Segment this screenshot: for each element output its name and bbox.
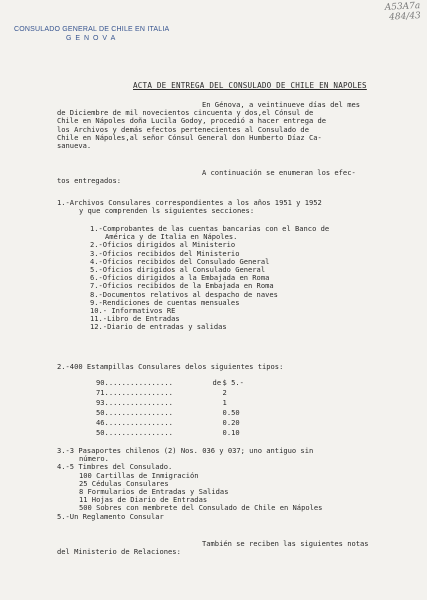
letterhead <box>14 25 169 43</box>
intro-line: Chile en Nápoles doña Lucila Godoy, procedió a hacer entrega de <box>57 116 327 126</box>
list-item: 5.-Oficios dirigidos al Consulado General <box>90 265 266 275</box>
stamp-leader: ................ <box>104 378 173 387</box>
list-item: 2.-Oficios dirigidos al Ministerio <box>90 240 236 250</box>
intro-paragraph <box>57 101 360 150</box>
enumeration-line: tos entregados: <box>57 176 122 186</box>
item-1-line: y que comprenden ls siguientes secciones: <box>79 206 255 216</box>
stamp-value: 1 <box>222 398 227 408</box>
item-line: 25 Cédulas Consulares <box>79 478 169 488</box>
stamp-value: 0.10 <box>222 428 240 438</box>
item-1-archives <box>57 199 322 215</box>
stamp-count: 46 <box>96 418 105 428</box>
stamp-count: 50 <box>96 428 105 438</box>
stamp-row <box>96 408 263 418</box>
item-1-line: 1.-Archivos Consulares correspondientes a los años 1951 y 1952 <box>57 198 322 207</box>
items-3-to-5 <box>57 447 322 521</box>
stamp-value: $ 5.- <box>222 378 244 387</box>
item-2-stamps: 2.-400 Estampillas Consulares delos siguientes tipos: <box>57 362 284 371</box>
stamp-leader: ................ <box>104 398 173 408</box>
stamp-row <box>96 428 263 438</box>
stamps-table <box>96 378 263 439</box>
stamp-prefix <box>213 428 223 438</box>
enumeration-line: A continuación se enumeran los efec- <box>202 168 356 177</box>
list-item: 7.-Oficios recibidos de la Embajada en Roma <box>90 281 274 291</box>
stamp-prefix <box>213 408 223 418</box>
list-item: 6.-Oficios dirigidos a la Embajada en Roma <box>90 273 270 283</box>
intro-line: En Génova, a veintinueve días del mes <box>202 100 361 109</box>
list-item: 11.-Libro de Entradas <box>90 314 180 324</box>
handwritten-line-2: 484/43 <box>389 11 422 23</box>
stamp-count: 90 <box>96 378 105 387</box>
list-item: 1.-Comprobantes de las cuentas bancarias con el Banco de <box>90 224 330 233</box>
document-title: ACTA DE ENTREGA DEL CONSULADO DE CHILE EN NAPOLES <box>133 81 367 90</box>
item-line: 500 Sobres con membrete del Consulado de Chile en Nápoles <box>79 503 323 513</box>
stamp-value: 0.50 <box>222 408 240 418</box>
item-line: 11 Hojas de Diario de Entradas <box>79 495 208 505</box>
archive-sections-list <box>90 225 329 332</box>
list-item: 12.-Diario de entradas y salidas <box>90 322 227 332</box>
item-line: número. <box>79 454 109 464</box>
stamp-leader: ................ <box>104 428 173 438</box>
stamp-leader: ................ <box>104 388 173 398</box>
item-line: 8 Formularios de Entradas y Salidas <box>79 487 229 497</box>
handwritten-line-1: A53A7a <box>384 1 421 13</box>
stamp-leader: ................ <box>104 408 173 418</box>
stamp-count: 71 <box>96 388 105 398</box>
stamp-prefix <box>213 418 223 428</box>
intro-line: de Diciembre de mil novecientos cincuenta y dos,el Cónsul de <box>57 108 314 118</box>
enumeration-intro <box>57 169 356 185</box>
stamp-row <box>96 398 263 408</box>
stamp-row <box>96 418 263 428</box>
stamp-row <box>96 388 263 398</box>
letterhead-consulate: CONSULADO GENERAL DE CHILE EN ITALIA <box>14 26 170 33</box>
intro-line: los Archivos y demás efectos pertenecientes al Consulado de <box>57 124 309 134</box>
stamp-prefix <box>213 388 223 398</box>
stamp-prefix: de <box>212 378 222 387</box>
stamp-value: 2 <box>222 388 227 398</box>
handwritten-reference <box>385 1 422 23</box>
intro-line: sanueva. <box>57 141 92 151</box>
stamp-count: 93 <box>96 398 105 408</box>
list-item: 9.-Rendiciones de cuentas mensuales <box>90 297 240 307</box>
stamp-value: 0.20 <box>222 418 240 428</box>
stamp-leader: ................ <box>104 418 173 428</box>
item-line: 4.-5 Timbres del Consulado. <box>57 462 173 472</box>
list-item: 4.-Oficios recibidos del Consulado General <box>90 256 270 266</box>
list-item: 3.-Oficios recibidos del Ministerio <box>90 248 240 258</box>
item-line: 3.-3 Pasaportes chilenos (2) Nos. 036 y 037; uno antiguo sin <box>57 446 314 455</box>
stamp-count: 50 <box>96 408 105 418</box>
closing-line: También se reciben las siguientes notas <box>202 539 369 548</box>
closing-paragraph <box>57 540 369 556</box>
letterhead-city: G E N O V A <box>66 35 117 42</box>
list-item: 8.-Documentos relativos al despacho de naves <box>90 289 278 299</box>
intro-line: Chile en Nápoles,al señor Cónsul General don Humberto Díaz Ca- <box>57 132 322 142</box>
item-line: 100 Cartillas de Inmigración <box>79 470 199 480</box>
item-line: 5.-Un Reglamento Consular <box>57 511 164 521</box>
list-item: 10.- Informativos RE <box>90 306 176 316</box>
stamp-row <box>96 378 263 388</box>
closing-line: del Ministerio de Relaciones: <box>57 547 181 557</box>
stamp-prefix <box>213 398 223 408</box>
list-item: América y de Italia en Nápoles. <box>105 232 238 242</box>
